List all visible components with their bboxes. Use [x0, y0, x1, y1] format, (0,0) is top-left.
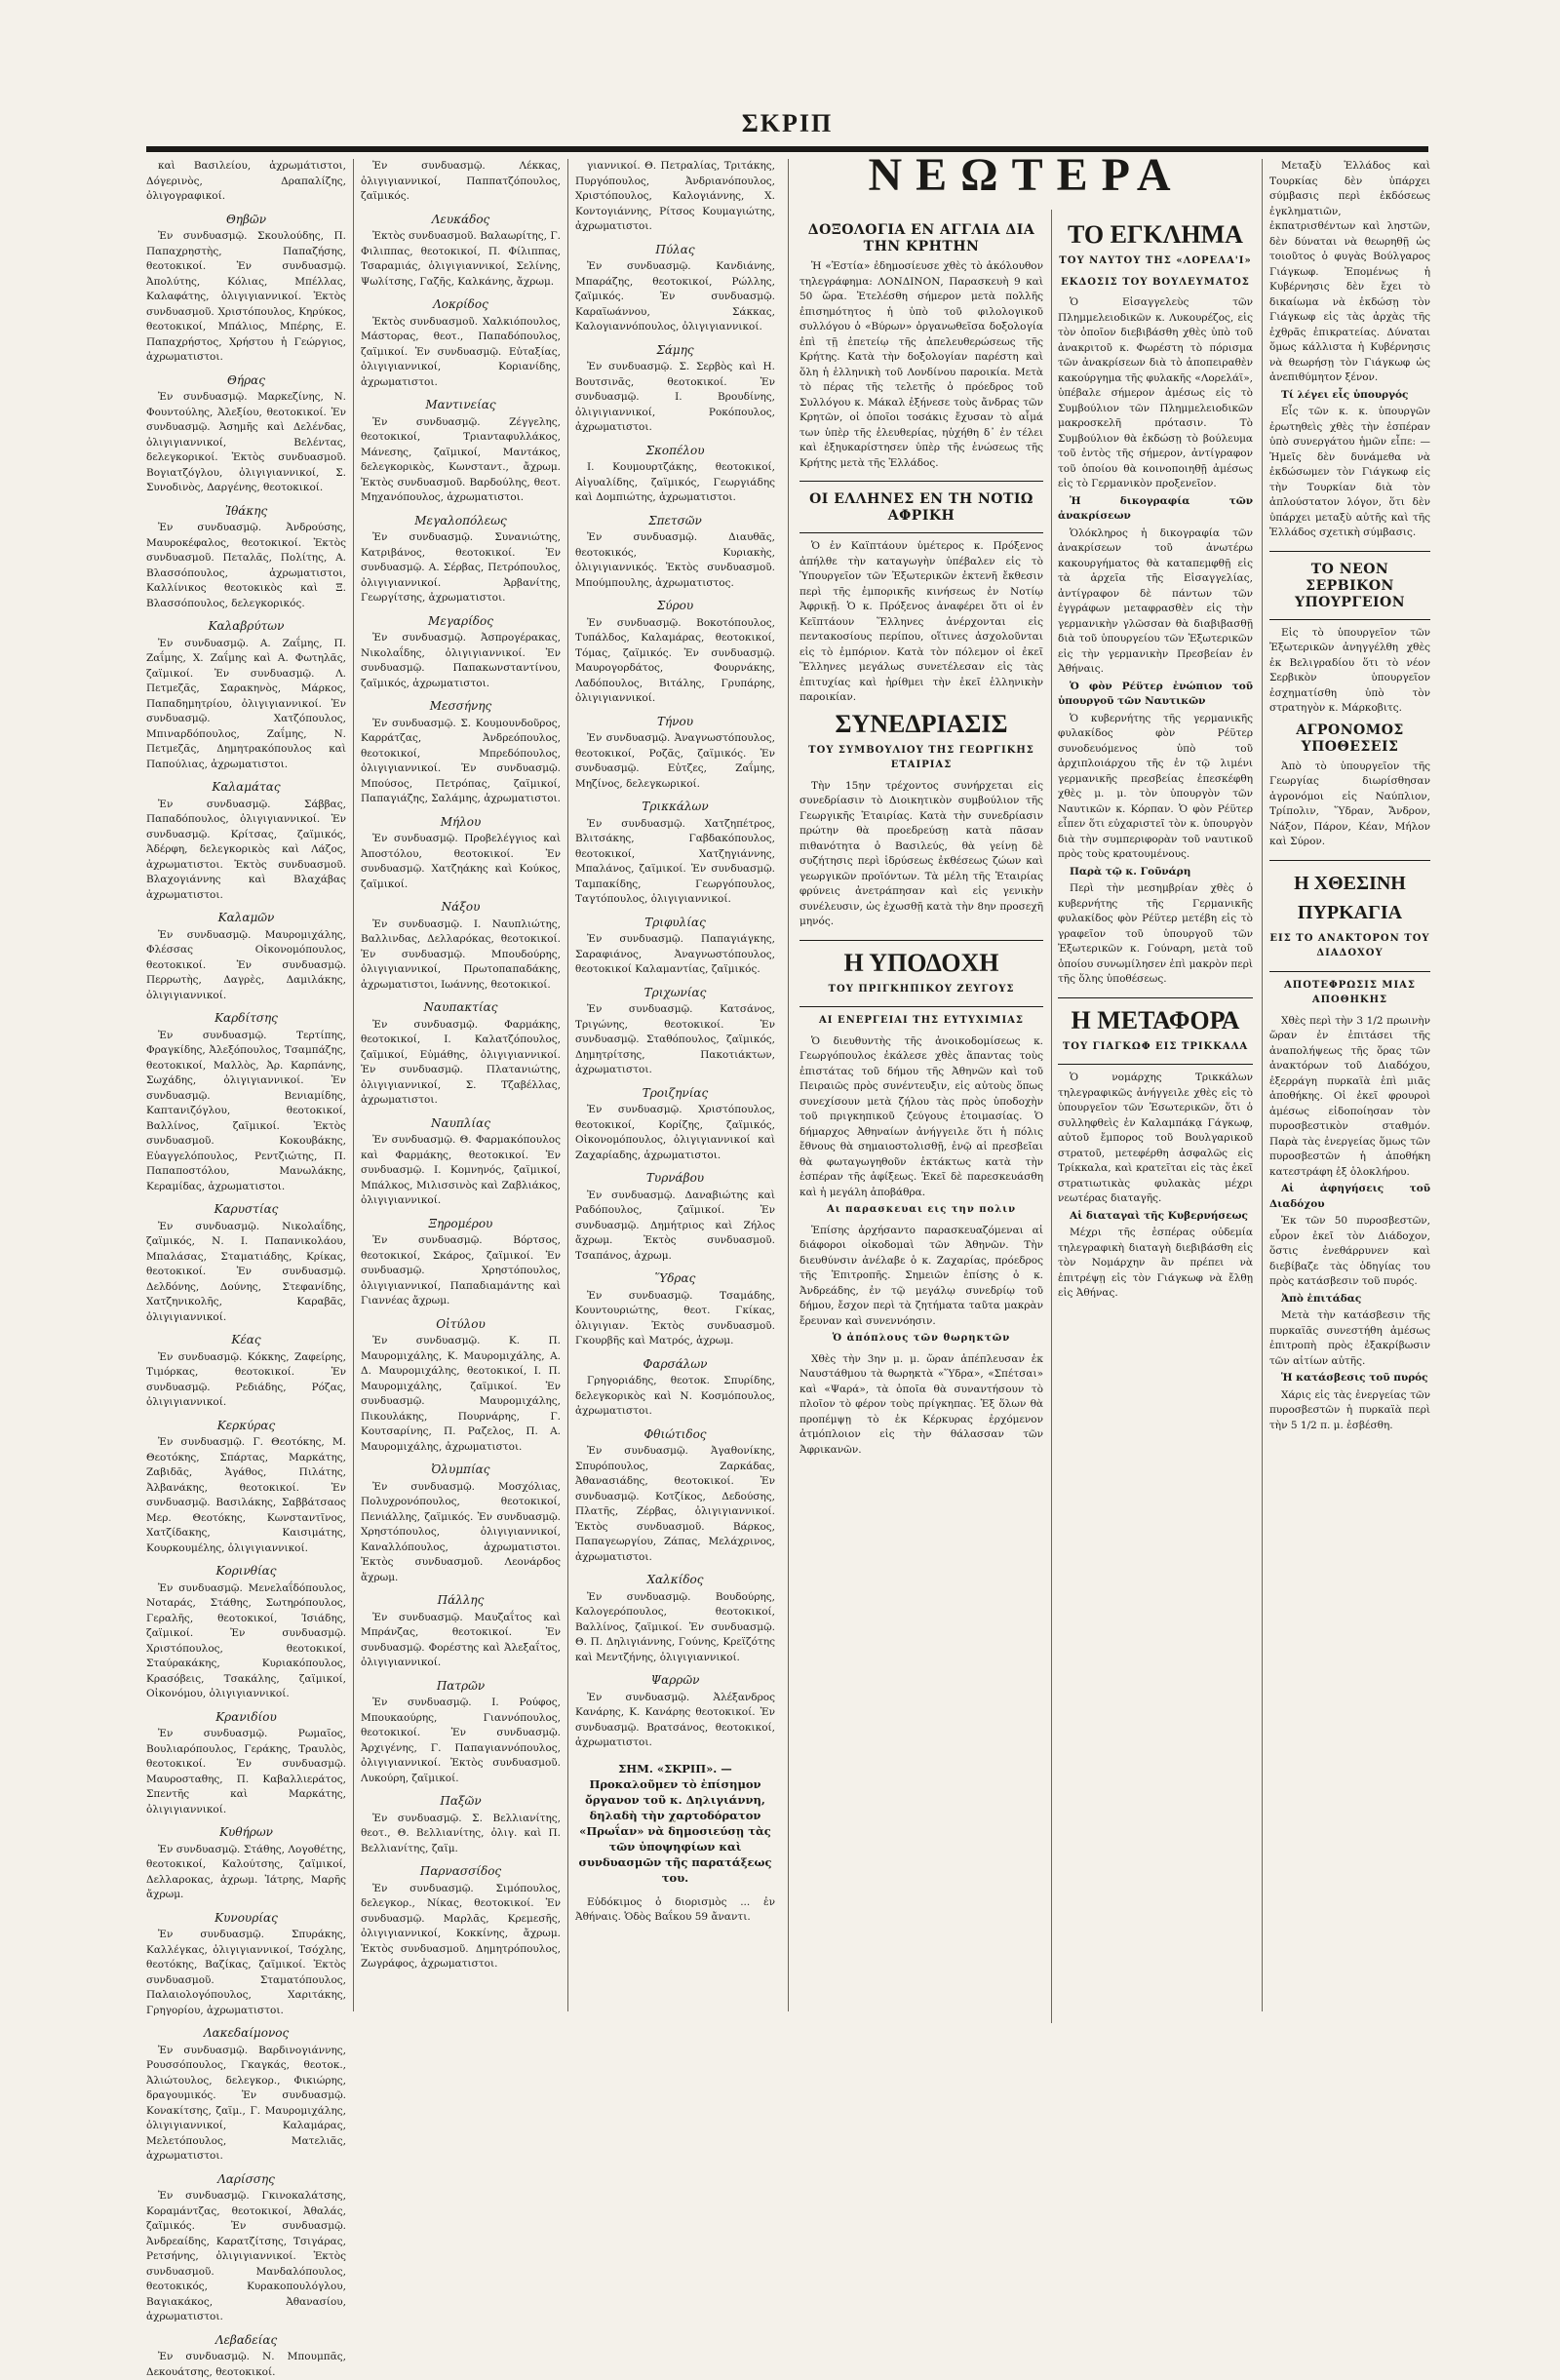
constituency-heading: Κυθήρων [146, 1825, 346, 1841]
article-subtitle: ΕΙΣ ΤΟ ΑΝΑΚΤΟΡΟΝ ΤΟΥ ΔΙΑΔΟΧΟΥ [1269, 931, 1430, 961]
constituency-heading: Κυνουρίας [146, 1911, 346, 1927]
article-body: Χθὲς περὶ τὴν 3 1/2 πρωινὴν ὥραν ἐν ἐπιτάσει τῆς ἀναπολήψεως τῆς ὅρας τῶν ἀνακτόρων τοῦ Διαδόχου, ἐξερράγη πυρκαϊὰ ἐπὶ μιᾶς ἀποθήκης. Οἱ ἐκεῖ φρουροὶ ἀμέσως εἰδοποίησαν τὸν πυροσβεστικὸν σταθμόν. Παρὰ τὰς ἐνεργείας ὅμως τῶν πυροσβεστῶν ἡ ἀποθήκη κατεστράφη ἐξ ὁλοκλήρου. [1269, 1014, 1430, 1181]
candidate-list: Ἐν συνδυασμῷ. Μαυζαΐτος καὶ Μπράνζας, θεοτοκικοί. Ἐν συνδυασμῷ. Φορέστης καὶ Ἀλεξαΐτος, ὀλιγιγιαννικοί. [361, 1611, 561, 1671]
column-2 [361, 159, 561, 1875]
candidate-list: Ἐν συνδυασμῷ. Σ. Κουμουνδοῦρος, Καρράτζας, Ἀνδρεόπουλος, θεοτοκικοί, Μπρεδόπουλος, ὀλιγιγιαννικοί. Ἐν συνδυασμῷ. Μπούσος, Πετρόπας, ζαϊμικοί, Παπαγιάζης, Σαλάμης, ἀχρωματιστοι. [361, 717, 561, 807]
constituency-heading: Θηβῶν [146, 213, 346, 228]
constituency-heading: Μήλου [361, 815, 561, 831]
constituency-heading: Σκοπέλου [575, 444, 775, 459]
candidate-list: Ἐν συνδυασμῷ. Σιμόπουλος, δελεγκορ., Νίκας, θεοτοκικοί. Ἐν συνδυασμῷ. Μαρλᾶς, Κρεμεσῆς, ὀλιγιγιαννικοί, Κοκκίνης, ἄχρωμ. Ἐκτὸς συνδυασμοῦ. Δημητρόπουλος, Ζωγράφος, ἀχρωματιστοι. [361, 1882, 561, 1972]
candidate-list: Ἐν συνδυασμῷ. Μενελαΐδόπουλος, Νοταράς, Στάθης, Σωτηρόπουλος, Γεραλῆς, θεοτοκικοί, Ἰσιάδης, ζαϊμικοί. Ἐν συνδυασμῷ. Χριστόπουλος, θεοτοκικοί, Σταύρακάκης, Κυριακόπουλος, Κρασόβεις, Τσακάλης, ζαϊμικοί, Οἰκονόμου, ὀλιγιγιαννικοί. [146, 1581, 346, 1702]
article-lead: Παρὰ τῷ κ. Γοῦνάρη [1058, 865, 1253, 880]
article-body: Εἷς τῶν κ. κ. ὑπουργῶν ἐρωτηθεὶς χθὲς τὴν ἑσπέραν ὑπὸ συνεργάτου ἡμῶν εἶπε: — Ἠμεῖς δὲν δυνάμεθα νὰ ἐκδώσωμεν τὸν Γιάγκωφ εἰς τὴν Τουρκίαν διὰ τὸν ἁπλούστατον λόγον, ὅτι δὲν ὑπάρχει μεταξὺ αὐτῆς καὶ τῆς Ἑλλάδος σχετικὴ σύμβασις. [1269, 405, 1430, 541]
article-body: Ἐπίσης ἀρχήσαντο παρασκευαζόμεναι αἱ διάφοροι οἰκοδομαὶ τῶν Ἀθηνῶν. Τὴν διευθύνσιν ἀνέλαβε ὁ κ. Ζαχαρίας, πρόεδρος τῆς Ἐπιτροπῆς. Σημειῶν ἐπίσης ὁ κ. Ἀνδρεάδης, ἐν τῷ μεγάλῳ συνεδρίῳ τοῦ δήμου, ἔσχον περὶ τὰ ζητήματα ταῦτα μακρὰν ἔρευναν καὶ συνεννόησιν. [800, 1224, 1043, 1330]
editorial-notice: ΣΗΜ. «ΣΚΡΙΠ». — Προκαλοῦμεν τὸ ἐπίσημον ὄργανον τοῦ κ. Δηλιγιάννη, δηλαδὴ τὴν χαρτοδόρατον «Πρωΐαν» νὰ δημοσιεύσῃ τὰς τῶν ὑποψηφίων καὶ συνδυασμῶν τῆς παρατάξεως του. [575, 1761, 775, 1886]
constituency-heading: Πάλλης [361, 1593, 561, 1609]
constituency-heading: Πατρῶν [361, 1679, 561, 1695]
article-body: Μέχρι τῆς ἑσπέρας οὐδεμία τηλεγραφικὴ διαταγὴ διεβιβάσθη εἰς τὸν Νομάρχην ἂν πρέπει νὰ ἐπιτρέψῃ εἰς τὸν Γιάγκωφ νὰ ἔλθῃ εἰς Ἀθήνας. [1058, 1226, 1253, 1302]
article-body: Μετὰ τὴν κατάσβεσιν τῆς πυρκαϊᾶς συνεστήθη ἀμέσως ἐπιτροπὴ πρὸς ἐξακρίβωσιν τῶν αἰτίων αὐτῆς. [1269, 1308, 1430, 1369]
article-title: ΑΓΡΟΝΟΜΟΣ ΥΠΟΘΕΣΕΙΣ [1269, 722, 1430, 756]
article-body: Ἡ «Ἑστία» ἐδημοσίευσε χθὲς τὸ ἀκόλουθον τηλεγράφημα: ΛΟΝΔΙΝΟΝ, Παρασκευὴ 9 καὶ 50 ὥρα. Ἐτελέσθη σήμερον μετὰ πολλῆς ἐπισημότητος ἡ ὑπὸ τοῦ φιλολογικοῦ συλλόγου ὁ «Βύρων» ὀργανωθεῖσα δοξολογία ἐπὶ τῇ ἐπετείῳ τῆς ἀπελευθερώσεως τῆς Κρήτης. Κατὰ τὴν δοξολογίαν παρέστη καὶ ὅλη ἡ ἑλληνικὴ τοῦ Λονδίνου παροικία. Μετὰ τὸ πέρας τῆς τελετῆς ὁ πρόεδρος τοῦ Συλλόγου κ. Μάκαλ ἐξήνεσε τοὺς ἄνδρας τῶν Κρητῶν, οἱ ὁποῖοι τοσάκις ἔχυσαν τὸ αἷμά των ὑπὲρ τῆς ἐλευθερίας, ηὐχήθη δ᾽ ἐν τέλει καὶ ἐξηυκαρίστησεν ὑπὲρ τῆς ἑνώσεως τῆς Κρήτης μετὰ τῆς Ἑλλάδος. [800, 259, 1043, 471]
constituency-heading: Ναυπακτίας [361, 1000, 561, 1016]
article-body: Ὁλόκληρος ἡ δικογραφία τῶν ἀνακρίσεων τοῦ ἀνωτέρω κακουργήματος θὰ καταπεμφθῇ εἰς τὰ ἀρχεῖα τῆς Εἰσαγγελίας, ἀντίγραφον δὲ πάντων τῶν ἐγγράφων μεταφρασθὲν εἰς τὴν γερμανικὴν γλῶσσαν θὰ διαβιβασθῇ διὰ τοῦ ὑπουργείου τῶν Ἐξωτερικῶν εἰς τὴν γερμανικὴν Πρεσβείαν ἐν Ἀθήναις. [1058, 527, 1253, 678]
candidate-list: Ἐν συνδυασμῷ. Σ. Σερβὸς καὶ Η. Βουτσινᾶς, θεοτοκικοί. Ἐν συνδυασμῷ. Ι. Βρουδίνης, ὀλιγιγιαννικοί, Ροκόπουλος, ἀχρωματιστοι. [575, 360, 775, 436]
constituency-heading: Κερκύρας [146, 1419, 346, 1434]
article-subtitle: ΑΙ ΕΝΕΡΓΕΙΑΙ ΤΗΣ ΕΥΤΥΧΙΜΙΑΣ [800, 1013, 1043, 1029]
candidate-list: Ἐν συνδυασμῷ. Σ. Βελλιανίτης, θεοτ., Θ. Βελλιανίτης, ὀλιγ. καὶ Π. Βελλιανίτης, ζαϊμ. [361, 1812, 561, 1857]
candidate-list: Ἐν συνδυασμῷ. Σπυράκης, Καλλέγκας, ὀλιγιγιαννικοί, Τσόχλης, θεοτόκης, Βαζίκας, ζαϊμικοί. Ἐκτὸς συνδυασμοῦ. Σταματόπουλος, Παλαιολογόπουλος, Χαριτάκης, Γρηγορίου, ἀχρωματιστοι. [146, 1928, 346, 2018]
candidate-list: Ἐν συνδυασμῷ. Παπαγιάγκης, Σαραφιάνος, Ἀναγνωστόπουλος, θεοτοκικοί Καλαμαντίας, ζαϊμικός. [575, 932, 775, 978]
article-title: ΔΟΞΟΛΟΓΙΑ ΕΝ ΑΓΓΛΙΑ ΔΙΑ ΤΗΝ ΚΡΗΤΗΝ [800, 222, 1043, 255]
candidate-list: Ἐν συνδυασμῷ. Δαναβιώτης καὶ Ραδόπουλος, ζαϊμικοί. Ἐν συνδυασμῷ. Δημήτριος καὶ Ζήλος ἄχρωμ. Ἐκτὸς συνδυασμοῦ. Τσαπάνος, ἀχρωμ. [575, 1189, 775, 1265]
constituency-heading: Καρυστίας [146, 1202, 346, 1218]
article-body: Περὶ τὴν μεσημβρίαν χθὲς ὁ κυβερνήτης τῆς Γερμανικῆς φυλακίδος φὸν Ρέϋτερ μετέβη εἰς τὸ γραφεῖον τοῦ ὑπουργοῦ τῶν Ἐξωτερικῶν κ. Γούναρη, μετὰ τοῦ ὁποίου συνωμίλησεν ἐπὶ μακρὸν περὶ τῆς ὅλης ὑποθέσεως. [1058, 881, 1253, 988]
candidate-list: Ἐν συνδυασμῷ. Χατζηπέτρος, Βλιτσάκης, Γαβδακόπουλος, θεοτοκικοί, Χατζηγιάννης, Μπαλάνος, ζαϊμικοί. Ἐν συνδυασμῷ. Ταμπακίδης, Γεωργόπουλος, Ταγτόπουλος, ὀλιγιγιαννικοί. [575, 817, 775, 908]
constituency-heading: Παξῶν [361, 1794, 561, 1810]
article-subtitle: ΤΟΥ ΣΥΜΒΟΥΛΙΟΥ ΤΗΣ ΓΕΩΡΓΙΚΗΣ ΕΤΑΙΡΙΑΣ [800, 743, 1043, 773]
col3-intro: γιαννικοί. Θ. Πετραλίας, Τριτάκης, Πυργόπουλος, Ἀνδριανόπουλος, Χριστόπουλος, Καλογιάννης, Χ. Κοντογιάννης, Ρίτσος Κουμαγιώτης, ἀχρωματιστοι. [575, 159, 775, 235]
article-body: Χάρις εἰς τὰς ἐνεργείας τῶν πυροσβεστῶν ἡ πυρκαϊὰ περὶ τὴν 5 1/2 π. μ. ἐσβέσθη. [1269, 1388, 1430, 1434]
article-body: Ἀπὸ τὸ ὑπουργεῖον τῆς Γεωργίας διωρίσθησαν ἀγρονόμοι εἰς Ναύπλιον, Τρίπολιν, Ὕδραν, Ἄνδρον, Νάξον, Πάρον, Κέαν, Μήλον καὶ Σύρον. [1269, 760, 1430, 850]
column-divider [788, 159, 789, 2011]
article-subtitle: ΑΠΟΤΕΦΡΩΣΙΣ ΜΙΑΣ ΑΠΟΘΗΚΗΣ [1269, 978, 1430, 1008]
article-body: Ὁ κυβερνήτης τῆς γερμανικῆς φυλακίδος φὸν Ρέϋτερ συνοδευόμενος ὑπὸ τοῦ ἀρχιπλοιάρχου τῆς ἐν τῷ λιμένι γερμανικῆς πρεσβείας ἐπεσκέφθη χθὲς μ. μ. τὸν ὑπουργὸν τῶν Ναυτικῶν κ. Κόρπαν. Ὁ φὸν Ρέϋτερ εἶπεν ὅτι εὐχαριστεῖ τὸν κ. ὑπουργὸν διὰ τὴν συμπεριφορὰν τοῦ ναυτικοῦ πρὸς τοὺς κρατουμένους. [1058, 712, 1253, 863]
candidate-list: Ἐν συνδυασμῷ. Φαρμάκης, θεοτοκικοί, Ι. Καλατζόπουλος, ζαϊμικοί, Εὐμάθης, ὀλιγιγιαννικοί. Ἐν συνδυασμῷ. Πλατανιώτης, ὀλιγιγιαννικοί, Σ. Τζαβέλλας, ἀχρωματιστοι. [361, 1018, 561, 1109]
article-subtitle: Αι παρασκευαι εις την πολιν [800, 1202, 1043, 1218]
candidate-list: Ἐν συνδυασμῷ. Βαρδινογιάννης, Ρουσσόπουλος, Γκαγκάς, θεοτοκ., Ἀλιώτουλος, δελεγκορ., Φικιώρης, δραγουμικός. Ἐν συνδυασμῷ. Κονακίτσης, ζαϊμ., Γ. Μαυρομιχάλης, ὀλιγιγιαννικοί, Καλαμάρας, Μελετόπουλος, Ματελιᾶς, ἀχρωματιστοι. [146, 2044, 346, 2165]
candidate-list: Ἐν συνδυασμῷ. Θ. Φαρμακόπουλος καὶ Φαρμάκης, θεοτοκικοί. Ἐν συνδυασμῷ. Ι. Κομνηνός, ζαϊμικοί, Μπάλκος, Μιλισσινὸς καὶ Ζαβλιάκος, ὀλιγιγιαννικοί. [361, 1133, 561, 1209]
candidate-list: Ἐν συνδυασμῷ. Κανδιάνης, Μπαράζης, θεοτοκικοί, Ρώλλης, ζαϊμικός. Ἐν συνδυασμῷ. Καραϊωάννου, Σάκκας, Καλογιαννόπουλος, ὀλιγιγιαννικοί. [575, 259, 775, 335]
article-subtitle: ΕΚΔΟΣΙΣ ΤΟΥ ΒΟΥΛΕΥΜΑΤΟΣ [1058, 275, 1253, 291]
candidate-list: Ἐν συνδυασμῷ. Βοκοτόπουλος, Τυπάλδος, Καλαμάρας, θεοτοκικοί, Τόμας, ζαϊμικός. Ἐν συνδυασμῷ. Μαυρογορδάτος, Φουρνάκης, Λαδόπουλος, Βιτάλης, Γρυπάρης, ὀλιγιγιαννικοί. [575, 616, 775, 707]
column-4 [800, 216, 1043, 2040]
candidate-list: Ἐν συνδυασμῷ. Κ. Π. Μαυρομιχάλης, Κ. Μαυρομιχάλης, Α. Δ. Μαυρομιχάλης, θεοτοκικοί, Ι. Π. Μαυρομιχάλης, ζαϊμικοί. Ἐν συνδυασμῷ. Μαυρομιχάλης, Πικουλάκης, Πουρνάρης, Γ. Κουτσαρίνης, Π. Ραζελος, Π. Α. Μαυρομιχάλης, ἀχρωματιστοι. [361, 1334, 561, 1455]
candidate-list: Ἐν συνδυασμῷ. Γ. Θεοτόκης, Μ. Θεοτόκης, Σπάρτας, Μαρκάτης, Ζαβιδᾶς, Ἀγάθος, Πιλάτης, Ἀλβανάκης, θεοτοκικοί. Ἐν συνδυασμῷ. Βασιλάκης, Σαββάτσαος Μερ. Θεοτόκης, Κωνσταντῖνος, Χατζίδακης, Καισιμάτης, Κουρκουμέλης, ὀλιγιγιαννικοί. [146, 1435, 346, 1556]
constituency-heading: Ψαρρῶν [575, 1673, 775, 1689]
candidate-list: Ἐν συνδυασμῷ. Ζέγγελης, θεοτοκικοί, Τριανταφυλλάκος, Μάνεσης, ζαϊμικοί, Μαντάκος, δελεγκορικὸς, Κωνσταντ., ἄχρωμ. Ἐκτὸς συνδυασμοῦ. Βαρδούλης, θεοτ. Μηχανόπουλος, ἀχρωματιστοι. [361, 415, 561, 506]
candidate-list: Ἐκτὸς συνδυασμοῦ. Βαλαωρίτης, Γ. Φιλιππας, θεοτοκικοί, Π. Φίλιππας, Τσαραμιάς, ὀλιγιγιαννικοί, Σελίνης, Ψωλίτσης, Γαζῆς, Καλκάνης, ἄχρωμ. [361, 229, 561, 290]
candidate-list: Ἐν συνδυασμῷ. Ἀγαθονίκης, Σπυρόπουλος, Ζαρκάδας, Ἀθανασιάδης, θεοτοκικοί. Ἐν συνδυασμῷ. Κοτζίκος, Δεδούσης, Πλατῆς, Ζέρβας, ὀλιγιγιαννικοί. Ἐκτὸς συνδυασμοῦ. Βάρκος, Παπαγεωργίου, Ζάπας, Μελάχρινος, ἀχρωματιστοι. [575, 1444, 775, 1565]
candidate-list: Ἐν συνδυασμῷ. Σκουλούδης, Π. Παπαχρηστὴς, Παπαζήσης, θεοτοκικοί. Ἐν συνδυασμῷ. Ἀπολύτης, Κόλιας, Μπέλλας, Καλαφάτης, ὀλιγιγιαννικοί. Ἐκτὸς συνδυασμοῦ. Χριστόπουλος, Κηρύκος, θεοτοκικοί, Μπάλιος, Μπέρης, Ε. Παπαχρήστος, Χρήστου ἡ Γεώργιος, ἀχρωματιστοι. [146, 229, 346, 366]
article-subtitle: ΤΟΥ ΓΙΑΓΚΩΦ ΕΙΣ ΤΡΙΚΚΑΛΑ [1058, 1039, 1253, 1055]
article-title: Η ΜΕΤΑΦΟΡΑ [1058, 1006, 1253, 1035]
constituency-heading: Τήνου [575, 715, 775, 730]
constituency-heading: Μεγαλοπόλεως [361, 514, 561, 529]
constituency-heading: Σάμης [575, 343, 775, 359]
candidate-list: Γρηγοριάδης, θεοτοκ. Σπυρίδης, δελεγκορικὸς καὶ Ν. Κοσμόπουλος, ἀχρωματιστοι. [575, 1374, 775, 1420]
column-divider [353, 159, 354, 2011]
newspaper-name: ΣΚΡΙΠ [146, 109, 1428, 138]
column-divider [567, 159, 568, 2011]
constituency-heading: Παρνασσίδος [361, 1864, 561, 1880]
constituency-heading: Καρδίτσης [146, 1011, 346, 1027]
candidate-list: Ἐν συνδυασμῷ. Ι. Ναυπλιώτης, Βαλλινδας, Δελλαρόκας, θεοτοκικοί. Ἐν συνδυασμῷ. Μπουδούρης, ὀλιγιγιαννικοί, Πρωτοπαπαδάκης, ἀχρωματιστοι, Ιωάννης, θεοτοκικοί. [361, 917, 561, 994]
article-lead: Αἱ ἀφηγήσεις τοῦ Διαδόχου [1269, 1182, 1430, 1212]
candidate-list: Ἐν συνδυασμῷ. Σάββας, Παπαδόπουλος, ὀλιγιγιαννικοί. Ἐν συνδυασμῷ. Κρίτσας, ζαϊμικός, Ἀδέρφη, δελεγκορικὸς καὶ Λάζος, ἀχρωματιστοι. Ἐκτὸς συνδυασμοῦ. Βλαχογιάννης καὶ Βλαχάβας ἀχρωματιστοι. [146, 798, 346, 904]
article-subtitle: Ὁ ἀπόπλους τῶν θωρηκτῶν [800, 1331, 1043, 1346]
col3-ending: Εὐδόκιμος ὁ διορισμὸς ... ἐν Ἀθήναις. Ὁδὸς Βαΐκου 59 ἄναντι. [575, 1895, 775, 1926]
col2-intro: Ἐν συνδυασμῷ. Λέκκας, ὀλιγιγιαννικοί, Παππατζόπουλος, ζαϊμικός. [361, 159, 561, 205]
candidate-list: Ἐν συνδυασμῷ. Βόρτσος, θεοτοκικοί, Σκάρος, ζαϊμικοί. Ἐν συνδυασμῷ. Χρηστόπουλος, ὀλιγιγιαννικοί, Παπαδιαμάντης καὶ Γιαννέας ἄχρωμ. [361, 1233, 561, 1309]
constituency-heading: Κρανιδίου [146, 1710, 346, 1726]
candidate-list: Ἐν συνδυασμῷ. Χριστόπουλος, θεοτοκικοί, Κορίζης, ζαϊμικός, Οἰκονομόπουλος, ὀλιγιγιαννικοί καὶ Ζαχαρίαδης, ἀχρωματιστοι. [575, 1103, 775, 1163]
constituency-heading: Λακεδαίμονος [146, 2026, 346, 2042]
candidate-list: Ἐν συνδυασμῷ. Κατσάνος, Τριγώνης, θεοτοκικοί. Ἐν συνδυασμῷ. Σταθόπουλος, ζαϊμικός, Δημητρίτσης, Πακοτιάκτων, ἀχρωματιστοι. [575, 1002, 775, 1078]
article-title: ΣΥΝΕΔΡΙΑΣΙΣ [800, 710, 1043, 739]
col2-sections [361, 213, 561, 1972]
candidate-list: Ἐν συνδυασμῷ. Προβελέγγιος καὶ Ἀποστόλου, θεοτοκικοί. Ἐν συνδυασμῷ. Χατζηάκης καὶ Κούκος, ζαϊμικοί. [361, 832, 561, 892]
constituency-heading: Μεγαρίδος [361, 614, 561, 630]
article-lead: Ἡ δικογραφία τῶν ἀνακρίσεων [1058, 494, 1253, 525]
candidate-list: Ἐν συνδυασμῷ. Ἀνδρούσης, Μαυροκέφαλος, θεοτοκικοί. Ἐκτὸς συνδυασμοῦ. Πεταλᾶς, Πολίτης, Α. Βλασσόπουλος, ἀχρωματιστοι, Καλλίνικος θεοτοκικὸς καὶ Ξ. Βλασσόπουλος, δελεγκορικός. [146, 521, 346, 611]
candidate-list: Ἐν συνδυασμῷ. Στάθης, Λογοθέτης, θεοτοκικοί, Καλούτσης, ζαϊμικοί, Δελλαροκας, ἀχρωμ. Ἰάτρης, Μαρῆς ἄχρωμ. [146, 1843, 346, 1903]
constituency-heading: Τροιζηνίας [575, 1086, 775, 1102]
constituency-heading: Ξηρομέρου [361, 1217, 561, 1232]
candidate-list: Ἐν συνδυασμῷ. Ι. Ρούφος, Μπουκαούρης, Γιαννόπουλος, θεοτοκικοί. Ἐν συνδυασμῷ. Ἀρχιγένης, Γ. Παπαγιαννόπουλος, ὀλιγιγιαννικοί. Ἐκτὸς συνδυασμοῦ. Λυκούρη, ζαϊμικοί. [361, 1696, 561, 1786]
article-subtitle: ΤΟΥ ΠΡΙΓΚΗΠΙΚΟΥ ΖΕΥΓΟΥΣ [800, 982, 1043, 997]
constituency-heading: Τυρνάβου [575, 1171, 775, 1187]
candidate-list: Ἐν συνδυασμῷ. Διαυθᾶς, θεοτοκικός, Κυριακὴς, ὀλιγιγιαννικός. Ἐκτὸς συνδυασμοῦ. Μπούμπουλης, ἀχρωματιστος. [575, 530, 775, 591]
article-lead: Ἀπὸ ἐπιτάδας [1269, 1292, 1430, 1307]
constituency-heading: Μαντινείας [361, 398, 561, 413]
article-body: Ὁ Εἰσαγγελεὺς τῶν Πλημμελειοδικῶν κ. Λυκουρέζος, εἰς τὸν ὁποῖον διεβιβάσθη χθὲς ὑπὸ τοῦ ἀνακριτοῦ κ. Φωρέστη τὸ πόρισμα τῶν ἀνακρίσεων διὰ τὸ ἀποπειραθὲν κακούργημα τῆς φυλακῆς «Λορελάϊ», ὑπέβαλε σήμερον ἀμέσως εἰς τὸ Συμβούλιον τῶν Πλημμελειοδικῶν μακροσκελῆ πρότασιν. Τὸ Συμβούλιον θὰ ἐκδώσῃ τὸ βούλευμα τοῦ ἐντὸς τῆς σήμερον, ἀντίγραφον τοῦ ὁποίου θὰ κοινοποιηθῇ ἀμέσως εἰς τὸ Γερμανικὸν προξενεῖον. [1058, 295, 1253, 492]
article-title: ΤΟ ΝΕΟΝ ΣΕΡΒΙΚΟΝ ΥΠΟΥΡΓΕΙΟΝ [1269, 562, 1430, 611]
column-6 [1269, 159, 1430, 2041]
constituency-heading: Φθιώτιδος [575, 1427, 775, 1443]
article-body: Μεταξὺ Ἑλλάδος καὶ Τουρκίας δὲν ὑπάρχει σύμβασις περὶ ἐκδόσεως ἐγκληματιῶν, ἐκπατρισθέντων καὶ ληστῶν, δὲν δύναται νὰ θεωρηθῇ ὡς τοιοῦτος ὁ φυγὰς Βούλγαρος Γιάγκωφ. Ἐπομένως ἡ Κυβέρνησις δὲν ἔχει τὸ δικαίωμα νὰ ἐκδώσῃ τὸν Γιάγκωφ εἰς τὰς ἀρχὰς τῆς ἐχθρᾶς ἐπικρατείας. Δύναται ὅμως κάλλιστα ἡ Κυβέρνησις νὰ θεωρήσῃ τὸν Γιάγκωφ ὡς ἀνεπιθύμητον ξένον. [1269, 159, 1430, 386]
constituency-heading: Λοκρίδος [361, 297, 561, 313]
news-header: ΝΕΩΤΕΡΑ [800, 146, 1253, 205]
candidate-list: Ἐν συνδυασμῷ. Ρωμαῖος, Βουλιαρόπουλος, Γεράκης, Τραυλὸς, θεοτοκικοί. Ἐν συνδυασμῷ. Μαυροσταθης, Π. Καβαλλιεράτος, Σπεντῆς καὶ Μαρκάτης, ὀλιγιγιαννικοί. [146, 1727, 346, 1817]
article-body: Εἰς τὸ ὑπουργεῖον τῶν Ἐξωτερικῶν ἀνηγγέλθη χθὲς ἐκ Βελιγραδίου ὅτι τὸ νέον Σερβικὸν ὑπουργεῖον ἐσχηματίσθη ὑπὸ τὸν στρατηγὸν κ. Μάρκοβιτς. [1269, 626, 1430, 717]
constituency-heading: Σπετσῶν [575, 514, 775, 529]
candidate-list: Ἐν συνδυασμῷ. Γκινοκαλάτσης, Κοραμάντζας, θεοτοκικοί, Ἀθαλάς, ζαϊμικός. Ἐν συνδυασμῷ. Ἀνδρεαίδης, Καρατζίτσης, Τσιγάρας, Ρετσήνης, ὀλιγιγιαννικοί. Ἐκτὸς συνδυασμοῦ. Μανδαλόπουλος, θεοτοκικός, Κυρακοπουλόγλου, Βαγιακάκος, Ἀθανασίου, ἀχρωματιστοι. [146, 2189, 346, 2325]
constituency-heading: Κέας [146, 1333, 346, 1348]
constituency-heading: Τριφυλίας [575, 916, 775, 931]
candidate-list: Ἐν συνδυασμῷ. Μαρκεζίνης, Ν. Φουντούλης, Ἀλεξίου, θεοτοκικοί. Ἐν συνδυασμῷ. Ἀσημῆς καὶ Δελένδας, ὀλιγιγιαννικοί, Βελέντας, δελεγκορικοί. Ἐκτὸς συνδυασμοῦ. Βογιατζόγλου, ὀλιγιγιαννικοί, Σ. Συνοδινὸς, Δαργένης, θεοτοκικοί. [146, 390, 346, 496]
constituency-heading: Λεβαδείας [146, 2333, 346, 2349]
constituency-heading: Ναυπλίας [361, 1116, 561, 1132]
col3-sections [575, 243, 775, 1751]
candidate-list: Ἐν συνδυασμῷ. Ν. Μπουμπᾶς, Δεκουάτσης, θεοτοκικοί. [146, 2350, 346, 2380]
article-title: Η ΥΠΟΔΟΧΗ [800, 949, 1043, 978]
constituency-heading: Κορινθίας [146, 1564, 346, 1580]
article-body: Ἐκ τῶν 50 πυροσβεστῶν, εὗρον ἐκεῖ τὸν Διάδοχον, ὅστις ἐνεθάρρυνεν καὶ διεβίβαζε τὰς ὁδηγίας του πρὸς κατάσβεσιν τοῦ πυρός. [1269, 1214, 1430, 1290]
article-lead: Αἱ διαταγαὶ τῆς Κυβερνήσεως [1058, 1209, 1253, 1225]
article-body: Τὴν 15ην τρέχοντος συνήρχεται εἰς συνεδρίασιν τὸ Διοικητικὸν συμβούλιον τῆς Γεωργικῆς Ἑταιρίας. Κατὰ τὴν συνεδρίασιν πρώτην θὰ προεδρεύσῃ κατὰ πᾶσαν πιθανότητα ὁ Βασιλεύς, θὰ γείνῃ δὲ συζήτησις περὶ ἱδρύσεως ἐκθέσεως ζώων καὶ γεωργικῶν προϊόντων. Τὰ μέλη τῆς Ἑταιρίας φρύνεις ἀνετράπησαν καὶ εἰς γενικὴν συνέλευσιν, ὡς ἐχωσθῇ κατὰ τὴν 8ην προσεχῆ μηνός. [800, 779, 1043, 930]
article-lead: Ὁ φὸν Ρέϋτερ ἐνώπιον τοῦ ὑπουργοῦ τῶν Ναυτικῶν [1058, 680, 1253, 710]
candidate-list: Ἐν συνδυασμῷ. Βουδούρης, Καλογερόπουλος, θεοτοκικοί, Βαλλίνος, ζαϊμικοί. Ἐν συνδυασμῷ. Θ. Π. Δηλιγιάννης, Γούνης, Κρεϊζότης καὶ Μεντζήνης, ὀλιγιγιαννικοί. [575, 1590, 775, 1666]
col1-intro: καὶ Βασιλείου, ἀχρωμάτιστοι, Δόγερινὸς, Δραπαλίζης, ὀλιγογραφικοί. [146, 159, 346, 205]
article-title: ΟΙ ΕΛΛΗΝΕΣ ΕΝ ΤΗ ΝΟΤΙΩ ΑΦΡΙΚΗ [800, 491, 1043, 525]
candidate-list: Ἐν συνδυασμῷ. Τσαμάδης, Κουντουριώτης, θεοτ. Γκίκας, ὀλιγιγιαν. Ἐκτὸς συνδυασμοῦ. Γκουρβῆς καὶ Ματρός, ἀχρωμ. [575, 1289, 775, 1349]
column-divider [1051, 210, 1052, 2023]
col1-sections [146, 213, 346, 2380]
article-subtitle: ΤΟΥ ΝΑΥΤΟΥ ΤΗΣ «ΛΟΡΕΛΑ'Ι» [1058, 254, 1253, 269]
constituency-heading: Νάξου [361, 900, 561, 916]
constituency-heading: Τριχωνίας [575, 986, 775, 1001]
constituency-heading: Καλαμάτας [146, 780, 346, 796]
column-1 [146, 159, 346, 2031]
candidate-list: Ἐν συνδυασμῷ. Τερτίπης, Φραγκίδης, Ἀλεξόπουλος, Τσαμπάζης, θεοτοκικοί, Μαλλὸς, Ἀρ. Καρπάνης, Σωχάδης, ὀλιγιγιαννικοί. Ἐν συνδυασμῷ. Βενιαμίδης, Καπτανιζόγλου, θεοτοκικοί, Βαλλίνος, ζαϊμικοί. Ἐκτὸς συνδυασμοῦ. Κοκουβάκης, Εὐαγγελόπουλος, Ρεντζιώτης, Π. Παπαποστόλου, Μανωλάκης, Κεραμίδας, ἀχρωματιστοι. [146, 1029, 346, 1195]
constituency-heading: Σύρου [575, 599, 775, 614]
constituency-heading: Καλαβρύτων [146, 619, 346, 635]
column-divider [1262, 159, 1263, 2011]
constituency-heading: Λαρίσσης [146, 2172, 346, 2188]
candidate-list: Ἐν συνδυασμῷ. Ἀσπρογέρακας, Νικολαΐδης, ὀλιγιγιαννικοί. Ἐν συνδυασμῷ. Παπακωνσταντίνου, ζαϊμικός, ἀχρωματιστοι. [361, 631, 561, 691]
candidate-list: Ἐν συνδυασμῷ. Ἀναγνωστόπουλος, θεοτοκικοί, Ροζᾶς, ζαϊμικός. Ἐν συνδυασμῷ. Εὐτζες, Ζαΐμης, Μηζίνος, δελεγκωρικοί. [575, 731, 775, 792]
article-body: Ὁ νομάρχης Τρικκάλων τηλεγραφικῶς ἀνήγγειλε χθὲς εἰς τὸ ὑπουργεῖον τῶν Ἐσωτερικῶν, ὅτι ὁ συλληφθεὶς ἐν Καλαμπάκᾳ Γάγκωφ, αὐτοῦ ἔμπορος τοῦ Βουλγαρικοῦ στρατοῦ, μετεφέρθη ἀσφαλῶς εἰς Τρίκκαλα, καὶ κρατεῖται εἰς τὰς ἐκεῖ στρατιωτικὰς φυλακὰς μέχρι νεωτέρας διαταγῆς. [1058, 1071, 1253, 1207]
article-lead: Ἡ κατάσβεσις τοῦ πυρός [1269, 1371, 1430, 1386]
candidate-list: Ἐν συνδυασμῷ. Συνανιώτης, Κατριβάνος, θεοτοκικοί. Ἐν συνδυασμῷ. Α. Σέρβας, Πετρόπουλος, ὀλιγιγιαννικοί. Ἀρβανίτης, Γεωργίτσης, ἀχρωματιστοι. [361, 530, 561, 606]
column-3 [575, 159, 775, 1914]
constituency-heading: Μεσσήνης [361, 699, 561, 715]
constituency-heading: Χαλκίδος [575, 1573, 775, 1588]
constituency-heading: Θήρας [146, 373, 346, 389]
candidate-list: Ι. Κουμουρτζάκης, θεοτοκικοί, Αἰγυαλίδης, ζαϊμικός, Γεωργιάδης καὶ Δομπιώτης, ἀχρωματιστοι. [575, 460, 775, 506]
article-lead: Τί λέγει εἷς ὑπουργός [1269, 388, 1430, 404]
constituency-heading: Τρικκάλων [575, 800, 775, 815]
constituency-heading: Ἰθάκης [146, 504, 346, 520]
candidate-list: Ἐν συνδυασμῷ. Νικολαΐδης, ζαϊμικός, Ν. Ι. Παπανικολάου, Μπαλάσας, Σταματιάδης, Κρίκας, θεοτοκικοί. Ἐν συνδυασμῷ. Δελδόνης, Δούνης, Στεφανίδης, Χατζηνικολῆς, Καραβᾶς, ὀλιγιγιαννικοί. [146, 1220, 346, 1326]
article-title: ΤΟ ΕΓΚΛΗΜΑ [1058, 220, 1253, 250]
constituency-heading: Πύλας [575, 243, 775, 258]
candidate-list: Ἐν συνδυασμῷ. Μοσχόλιας, Πολυχρονόπουλος, θεοτοκικοί, Πενιάλλης, ζαϊμικός. Ἐν συνδυασμῷ. Χρηστόπουλος, ὀλιγιγιαννικοί, Καναλλόπουλος, ἀχρωματιστοι. Ἐκτὸς συνδυασμοῦ. Λεονάρδος ἄχρωμ. [361, 1480, 561, 1586]
article-body: Ὁ διευθυντὴς τῆς ἀνοικοδομίσεως κ. Γεωργόπουλος ἐκάλεσε χθὲς ἅπαντας τοὺς ἐπιστάτας τοῦ δήμου τῆς Ἀθηνῶν καὶ τοῦ Πειραιῶς πρὸς συνέντευξιν, εἰς αὐτοὺς ὅπως συνεχίσουν μετὰ ζήλου τὰς πρὸς ὑποδοχὴν τοῦ πριγκηπικοῦ ζεύγους ἐτοιμασίας. Ὁ δήμαρχος Ἀθηναίων ἀνήγγειλε ὅτι ἡ πόλις ἔθνους θὰ σημαιοστολισθῇ, ἐνῷ αἱ πρεσβεῖαι θὰ φωταγωγηθοῦν ἐκτάκτως κατὰ τὴν ἑσπέραν τῆς ἀφίξεως. Ἐκεῖ δὲ παρεσκευάσθη καὶ ἡ μεγάλη ἀποβάθρα. [800, 1034, 1043, 1201]
constituency-heading: Φαρσάλων [575, 1357, 775, 1373]
candidate-list: Ἐν συνδυασμῷ. Μαυρομιχάλης, Φλέσσας Οἰκονομόπουλος, θεοτοκικοί. Ἐν συνδυασμῷ. Περρωτὴς, Δαγρὲς, Δαμιλάκης, ὀλιγιγιαννικοί. [146, 928, 346, 1004]
constituency-heading: Καλαμῶν [146, 911, 346, 926]
article-title: Η ΧΘΕΣΙΝΗ ΠΥΡΚΑΓΙΑ [1269, 869, 1430, 927]
constituency-heading: Λευκάδος [361, 213, 561, 228]
constituency-heading: Ὕδρας [575, 1271, 775, 1287]
candidate-list: Ἐν συνδυασμῷ. Ἀλέξανδρος Κανάρης, Κ. Κανάρης θεοτοκικοί. Ἐν συνδυασμῷ. Βρατσάνος, θεοτοκικοί, ἀχρωματιστοι. [575, 1691, 775, 1751]
constituency-heading: Οἰτύλου [361, 1317, 561, 1333]
column-5 [1058, 216, 1253, 2040]
constituency-heading: Ὀλυμπίας [361, 1463, 561, 1478]
candidate-list: Ἐν συνδυασμῷ. Α. Ζαΐμης, Π. Ζαΐμης, Χ. Ζαΐμης καὶ Α. Φωτηλᾶς, ζαϊμικοί. Ἐν συνδυασμῷ. Λ. Πετμεζᾶς, Σαρακηνὸς, Μάρκος, Παπαδημητρίου, ὀλιγιγιαννικοί. Ἐν συνδυασμῷ. Χατζόπουλος, Μπιναρδόπουλος, Ζαΐμης, Ν. Πετμεζᾶς, Δημητρακόπουλος καὶ Παπούλιας, ἀχρωματιστοι. [146, 637, 346, 773]
candidate-list: Ἐκτὸς συνδυασμοῦ. Χαλκιόπουλος, Μάστορας, θεοτ., Παπαδόπουλος, ζαϊμικοί. Ἐν συνδυασμῷ. Εὐταξίας, ὀλιγιγιαννικοί, Κοριανίδης, ἀχρωματιστοι. [361, 315, 561, 391]
article-body: Χθὲς τὴν 3ην μ. μ. ὥραν ἀπέπλευσαν ἐκ Ναυστάθμου τὰ θωρηκτὰ «Ὕδρα», «Σπέτσαι» καὶ «Ψαρά», τὰ ὁποῖα θὰ συναντήσουν τὸ πλοῖον τὸ φέρον τοὺς πρίγκηπας. Ἐξ ὅλων θὰ προπέμψῃ τὸ ἐκ Κέρκυρας ἐρχόμενον ἀτμόπλοιον εἰς τὴν θάλασσαν τῶν Ἀφρικανῶν. [800, 1352, 1043, 1459]
article-body: Ὁ ἐν Καϊπτάουν ὑμέτερος κ. Πρόξενος ἀπήλθε τὴν καταγωγὴν ὑπέβαλεν εἰς τὸ Ὑπουργεῖον τῶν Ἐξωτερικῶν ἐκτενῆ ἔκθεσιν περὶ τῆς ἐμπορικῆς κινήσεως ἐν Νοτίῳ Ἀφρικῇ. Ὁ κ. Πρόξενος ἀναφέρει ὅτι οἱ ἐν Κεϊπτάουν Ἕλληνες ἀνέρχονται εἰς πεντακοσίους περίπου, οἵτινες ἀσχολοῦνται εἰς τὸ ἐμπόριον. Κατὰ τὸν πόλεμον οἱ ἐκεῖ Ἕλληνες μεγάλως συνετέλεσαν εἰς τὰς ἐπιτυχίας καὶ ἠρίθμει τὴν ἐκεῖ ἑλληνικὴν παροικίαν. [800, 539, 1043, 706]
candidate-list: Ἐν συνδυασμῷ. Κόκκης, Ζαφείρης, Τιμόρκας, θεοτοκικοί. Ἐν συνδυασμῷ. Ρεδιάδης, Ρόζας, ὀλιγιγιαννικοί. [146, 1350, 346, 1411]
